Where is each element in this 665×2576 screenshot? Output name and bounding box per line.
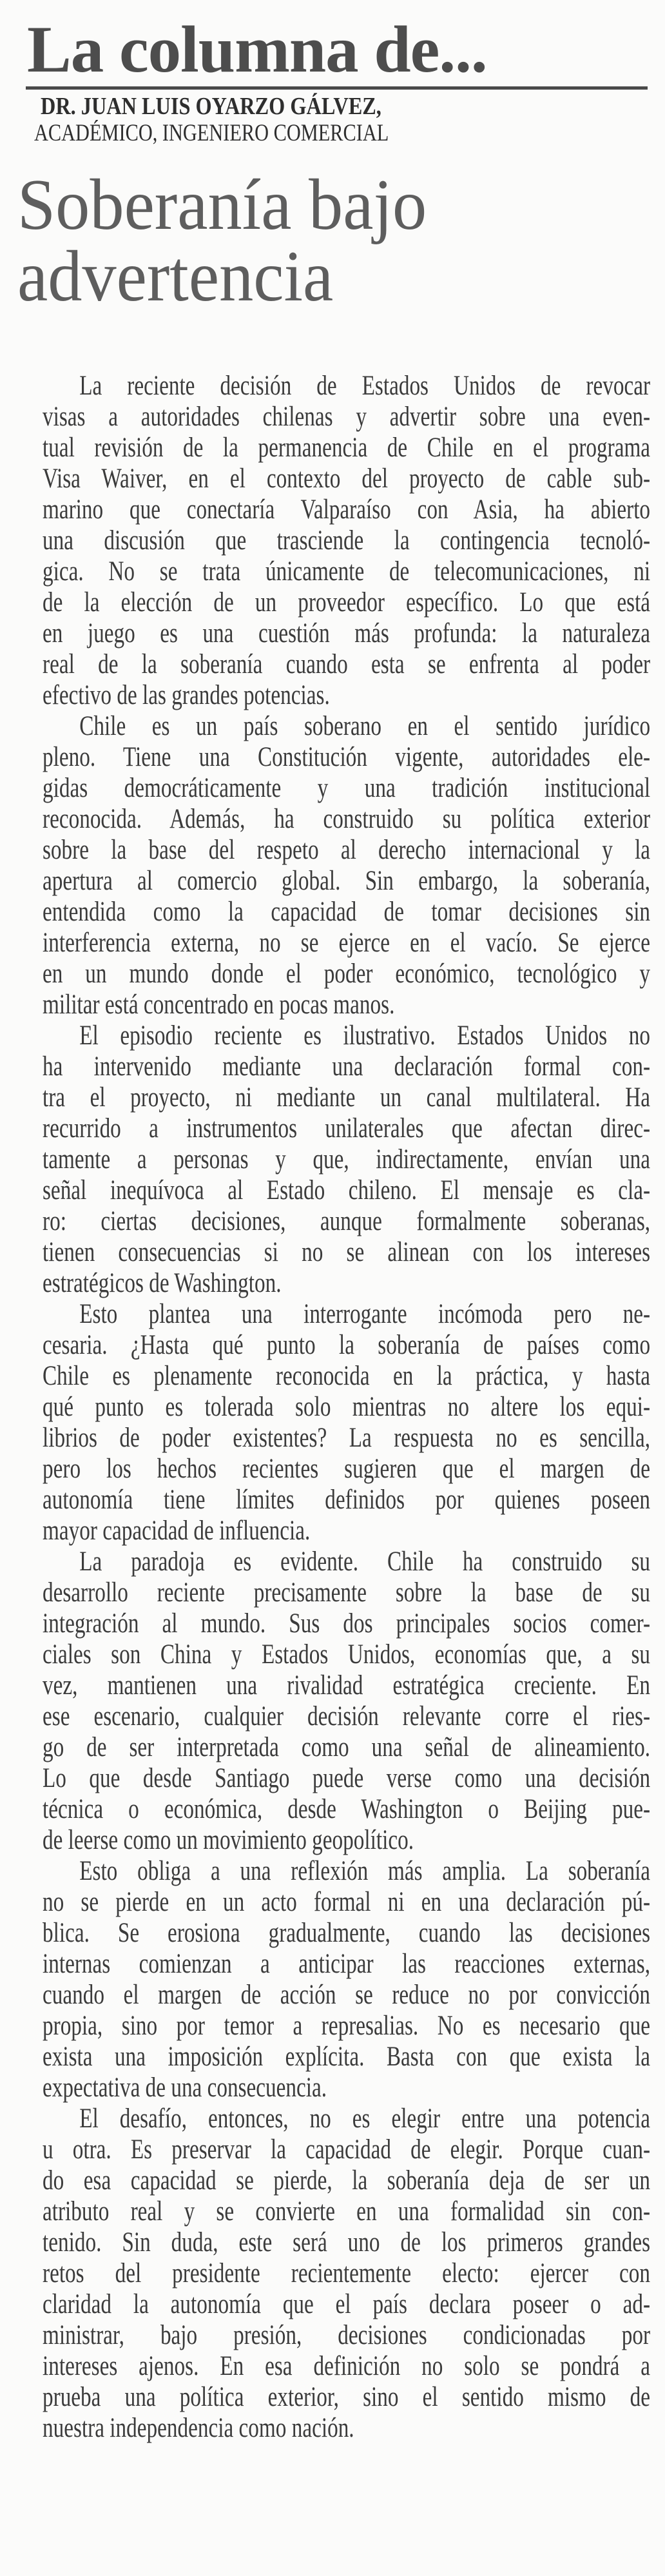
body-line: nuestra independencia como nación.	[43, 2413, 354, 2443]
column-kicker: La columna de...	[27, 13, 487, 86]
body-line: claridad la autonomía que el país declara poseer o ad-	[43, 2289, 651, 2319]
body-line: en juego es una cuestión más profunda: la naturaleza	[43, 618, 651, 649]
body-line: técnica o económica, desde Washington o Beijing pue-	[43, 1794, 651, 1824]
body-line: autonomía tiene límites definidos por quienes poseen	[43, 1485, 651, 1515]
body-line: ha intervenido mediante una declaración formal con-	[43, 1051, 651, 1082]
body-line: El episodio reciente es ilustrativo. Estados Unidos no	[79, 1020, 651, 1051]
byline-name: DR. JUAN LUIS OYARZO GÁLVEZ,	[41, 93, 381, 120]
body-line: de la elección de un proveedor específico. Lo que está	[43, 587, 651, 618]
body-line: gidas democráticamente y una tradición institucional	[43, 773, 651, 803]
body-line: tra el proyecto, ni mediante un canal multilateral. Ha	[43, 1082, 651, 1113]
body-line: Esto obliga a una reflexión más amplia. La soberanía	[79, 1856, 651, 1886]
body-line: u otra. Es preservar la capacidad de elegir. Porque cuan-	[43, 2134, 651, 2165]
body-line: blica. Se erosiona gradualmente, cuando las decisiones	[43, 1918, 651, 1948]
body-line: tamente a personas y que, indirectamente, envían una	[43, 1144, 651, 1175]
body-line: do esa capacidad se pierde, la soberanía deja de ser un	[43, 2165, 651, 2196]
body-line: integración al mundo. Sus dos principales socios comer-	[43, 1608, 651, 1639]
body-line: visas a autoridades chilenas y advertir sobre una even-	[43, 402, 651, 432]
body-line: en un mundo donde el poder económico, tecnológico y	[43, 959, 651, 989]
body-line: desarrollo reciente precisamente sobre la base de su	[43, 1577, 651, 1608]
body-line: propia, sino por temor a represalias. No es necesario que	[43, 2011, 651, 2041]
body-line: tenido. Sin duda, este será uno de los primeros grandes	[43, 2227, 651, 2258]
body-line: mayor capacidad de influencia.	[43, 1516, 311, 1546]
body-line: tienen consecuencias si no se alinean con los intereses	[43, 1237, 651, 1267]
body-line: gica. No se trata únicamente de telecomunicaciones, ni	[43, 556, 651, 587]
body-line: ciales son China y Estados Unidos, economías que, a su	[43, 1639, 651, 1670]
body-line: go de ser interpretada como una señal de alineamiento.	[43, 1732, 651, 1762]
body-line: efectivo de las grandes potencias.	[43, 680, 330, 710]
body-line: ese escenario, cualquier decisión relevante corre el ries-	[43, 1701, 651, 1732]
body-line: Visa Waiver, en el contexto del proyecto de cable sub-	[43, 463, 651, 494]
body-line: no se pierde en un acto formal ni en una declaración pú-	[43, 1887, 651, 1917]
body-line: cesaria. ¿Hasta qué punto la soberanía de países como	[43, 1330, 651, 1360]
body-line: pero los hechos recientes sugieren que el margen de	[43, 1454, 651, 1484]
body-line: intereses ajenos. En esa definición no solo se pondrá a	[43, 2351, 651, 2381]
body-line: atributo real y se convierte en una formalidad sin con-	[43, 2196, 651, 2227]
body-line: Esto plantea una interrogante incómoda pero ne-	[79, 1299, 651, 1329]
body-line: de leerse como un movimiento geopolítico.	[43, 1825, 414, 1855]
body-line: militar está concentrado en pocas manos.	[43, 990, 395, 1020]
body-line: interferencia externa, no se ejerce en el vacío. Se ejerce	[43, 928, 651, 958]
body-line: Chile es plenamente reconocida en la práctica, y hasta	[43, 1361, 651, 1391]
body-line: sobre la base del respeto al derecho internacional y la	[43, 835, 651, 865]
body-line: El desafío, entonces, no es elegir entre una potencia	[79, 2103, 651, 2134]
body-line: retos del presidente recientemente electo: ejercer con	[43, 2258, 651, 2288]
body-line: recurrido a instrumentos unilaterales que afectan direc-	[43, 1113, 651, 1144]
body-line: expectativa de una consecuencia.	[43, 2073, 327, 2103]
headline-line-1: Soberanía bajo	[17, 165, 427, 245]
body-line: tual revisión de la permanencia de Chile en el programa	[43, 433, 651, 463]
body-line: librios de poder existentes? La respuesta no es sencilla,	[43, 1423, 651, 1453]
body-line: La paradoja es evidente. Chile ha construido su	[79, 1547, 651, 1577]
headline-title	[17, 165, 427, 317]
body-line: reconocida. Además, ha construido su política exterior	[43, 804, 651, 834]
body-line: marino que conectaría Valparaíso con Asia, ha abierto	[43, 494, 651, 525]
body-line: cuando el margen de acción se reduce no por convicción	[43, 1980, 651, 2010]
article-body	[43, 371, 650, 2444]
kicker-rule	[26, 86, 648, 90]
body-line: exista una imposición explícita. Basta con que exista la	[43, 2042, 651, 2072]
body-line: internas comienzan a anticipar las reacciones externas,	[43, 1949, 651, 1979]
byline-role: ACADÉMICO, INGENIERO COMERCIAL	[34, 120, 389, 146]
body-line: señal inequívoca al Estado chileno. El mensaje es cla-	[43, 1175, 651, 1205]
body-line: pleno. Tiene una Constitución vigente, autoridades ele-	[43, 742, 651, 772]
body-line: prueba una política exterior, sino el sentido mismo de	[43, 2382, 651, 2412]
body-line: ro: ciertas decisiones, aunque formalmente soberanas,	[43, 1206, 651, 1236]
body-line: estratégicos de Washington.	[43, 1268, 282, 1298]
body-line: qué punto es tolerada solo mientras no altere los equi-	[43, 1392, 651, 1422]
body-line: una discusión que trasciende la contingencia tecnoló-	[43, 525, 651, 556]
body-line: entendida como la capacidad de tomar decisiones sin	[43, 897, 651, 927]
body-line: ministrar, bajo presión, decisiones condicionadas por	[43, 2320, 651, 2350]
body-line: Lo que desde Santiago puede verse como una decisión	[43, 1763, 651, 1793]
body-line: Chile es un país soberano en el sentido jurídico	[79, 711, 651, 741]
body-line: La reciente decisión de Estados Unidos de revocar	[79, 371, 651, 401]
body-line: real de la soberanía cuando esta se enfrenta al poder	[43, 649, 651, 679]
headline-line-2: advertencia	[17, 237, 334, 317]
body-line: apertura al comercio global. Sin embargo, la soberanía,	[43, 866, 651, 896]
body-line: vez, mantienen una rivalidad estratégica creciente. En	[43, 1670, 651, 1701]
